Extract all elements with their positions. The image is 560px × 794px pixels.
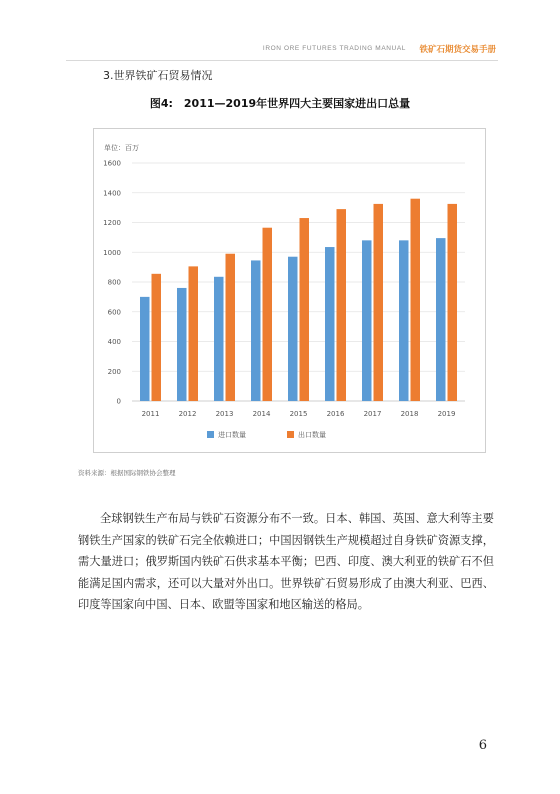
figure-title: 图4: 2011—2019年世界四大主要国家进出口总量 [149,97,411,110]
y-tick-label: 200 [107,367,121,376]
legend-label: 进口数量 [218,431,246,439]
bar-export [300,218,310,401]
y-tick-label: 1000 [103,248,121,257]
bar-chart [94,129,487,454]
bar-export [152,274,162,401]
x-tick-label: 2014 [252,410,271,418]
bar-import [325,247,335,401]
y-tick-label: 1600 [103,159,121,168]
body-paragraph: 全球钢铁生产布局与铁矿石资源分布不一致。日本、韩国、英国、意大利等主要钢铁生产国家的铁矿石完全依赖进口；中国因钢铁生产规模超过自身铁矿资源支撑，需大量进口；俄罗斯国内铁矿石供求基本平衡；巴西、印度、澳大利亚的铁矿石不但能满足国内需求，还可以大量对外出口。世界铁矿石贸易形成了由澳大利亚、巴西、印度等国家向中国、日本、欧盟等国家和地区输送的格局。 [78,512,494,612]
header-title-cn: 铁矿石期货交易手册 [419,45,496,55]
legend-swatch [207,431,214,438]
x-tick-label: 2012 [178,410,197,418]
section-title: 3.世界铁矿石贸易情况 [103,69,213,82]
bar-export [189,266,199,401]
x-tick-label: 2017 [363,410,382,418]
bar-import [362,240,372,401]
x-tick-label: 2015 [289,410,308,418]
bar-export [411,199,421,401]
source-note: 资料来源：根据国际钢铁协会整理 [78,469,176,477]
bar-import [288,257,298,401]
bar-import [436,238,446,401]
y-tick-label: 1400 [103,189,121,198]
bar-import [399,240,409,401]
y-tick-label: 400 [107,338,121,346]
x-tick-label: 2013 [215,410,234,418]
x-tick-label: 2019 [437,410,456,418]
bar-export [263,228,273,401]
page-number: 6 [478,738,487,753]
x-tick-label: 2016 [326,410,345,418]
legend-label: 出口数量 [298,431,326,439]
chart-frame [93,128,486,453]
header-rule [66,60,498,61]
legend-swatch [287,431,294,438]
bar-import [177,288,187,401]
y-tick-label: 600 [107,308,121,317]
bar-import [140,297,150,401]
chart-unit-label: 单位：百万 [104,144,139,152]
x-tick-label: 2011 [141,410,160,418]
bar-import [214,277,224,401]
y-tick-label: 0 [116,397,121,406]
bar-import [251,260,261,401]
y-tick-label: 1200 [103,219,121,227]
bar-export [374,204,384,401]
x-tick-label: 2018 [400,410,419,418]
y-tick-label: 800 [107,278,121,287]
header-title-en: IRON ORE FUTURES TRADING MANUAL [262,45,406,52]
bar-export [337,209,347,401]
bar-export [448,204,458,401]
bar-export [226,254,236,401]
